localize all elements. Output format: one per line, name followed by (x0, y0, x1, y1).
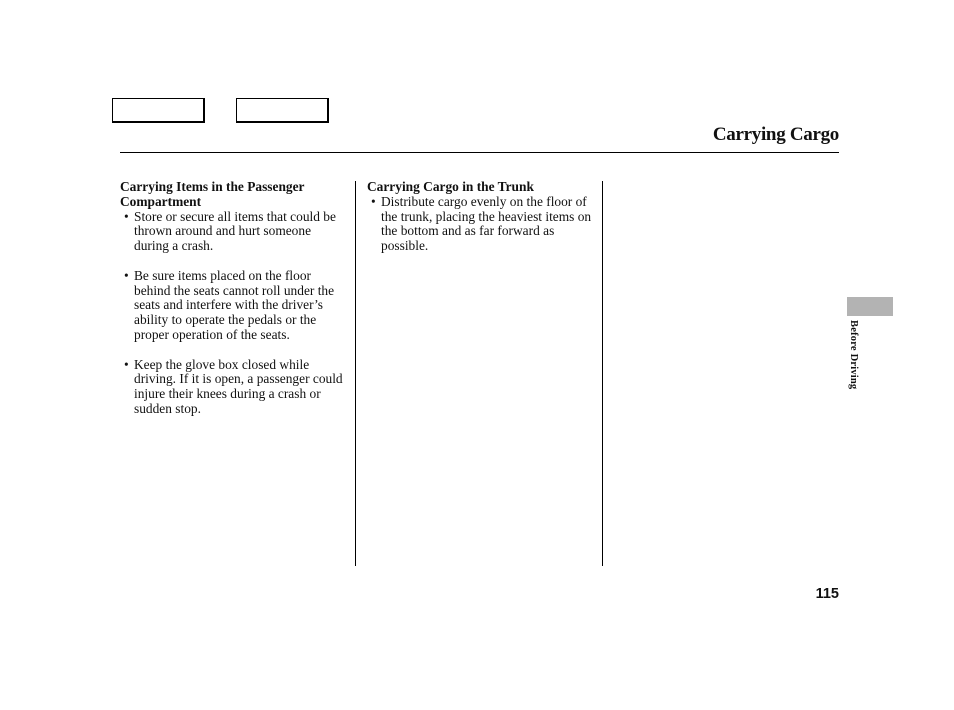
column-divider (602, 181, 603, 566)
list-item-text: Store or secure all items that could be thrown around and hurt someone during a crash. (134, 208, 336, 254)
list-item (120, 358, 348, 417)
section-heading: Carrying Items in the Passenger Compartment (120, 179, 305, 209)
bullet-list (120, 210, 348, 417)
list-item-text: Be sure items placed on the floor behind the seats cannot roll under the seats and interfere with the driver’s ability to operate the pedals or the proper operation of the seats. (134, 267, 335, 342)
page-title: Carrying Cargo (712, 124, 839, 145)
list-item (120, 269, 348, 343)
column-divider (355, 181, 356, 566)
section-tab-label: Before Driving (848, 320, 859, 390)
bullet-icon: • (371, 193, 376, 209)
bullet-list (367, 195, 595, 254)
title-rule (120, 152, 839, 153)
section-heading: Carrying Cargo in the Trunk (367, 179, 534, 194)
page-number: 115 (815, 586, 839, 602)
trunk-section (367, 180, 595, 269)
bullet-icon: • (124, 356, 129, 372)
nav-next-box[interactable] (236, 98, 329, 123)
bullet-icon: • (124, 267, 129, 283)
passenger-compartment-section (120, 180, 348, 432)
bullet-icon: • (124, 208, 129, 224)
list-item (367, 195, 595, 254)
list-item-text: Keep the glove box closed while driving. If it is open, a passenger could injure their knees during a crash or sudden stop. (134, 356, 343, 416)
list-item (120, 210, 348, 254)
section-tab (847, 297, 893, 316)
nav-prev-box[interactable] (112, 98, 205, 123)
list-item-text: Distribute cargo evenly on the floor of the trunk, placing the heaviest items on the bottom and as far forward as possible. (381, 193, 592, 254)
